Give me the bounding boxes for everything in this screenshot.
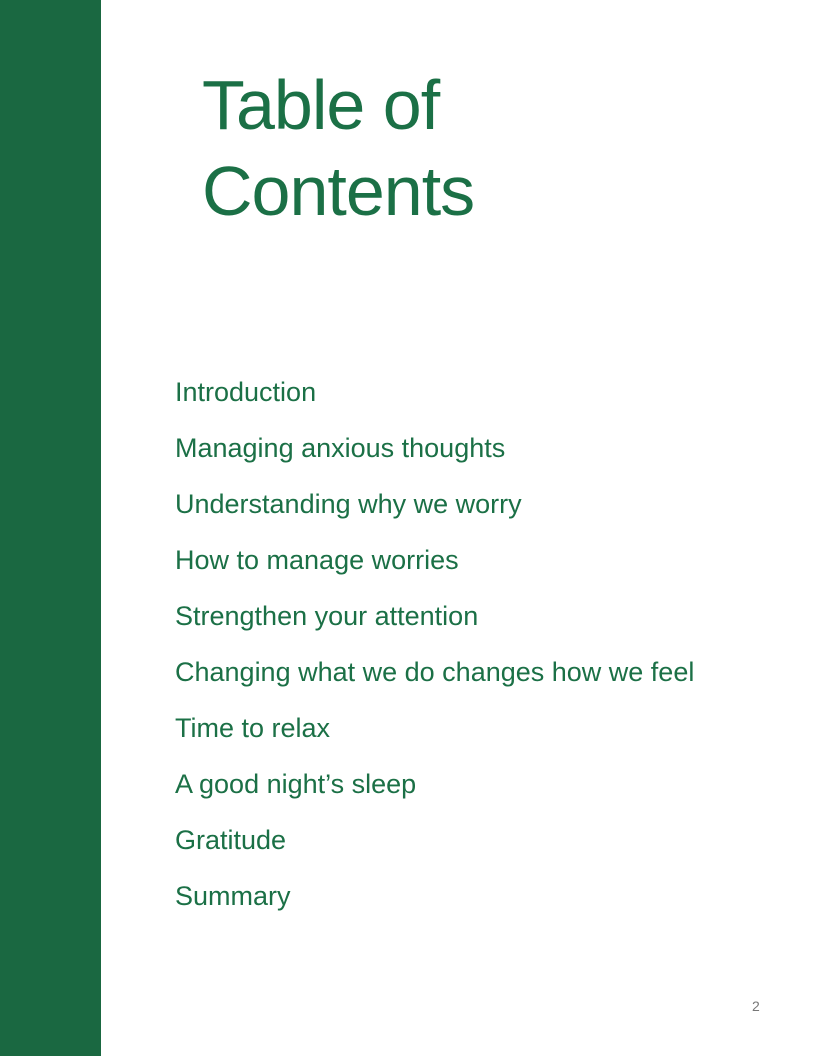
toc-item-changing-what-we-do[interactable]: Changing what we do changes how we feel: [175, 657, 695, 687]
toc-item-summary[interactable]: Summary: [175, 881, 291, 911]
side-accent-bar: [0, 0, 101, 1056]
page-title-line-1: Table of: [202, 66, 440, 144]
toc-item-strengthen-your-attention[interactable]: Strengthen your attention: [175, 601, 479, 631]
page-title: [202, 62, 474, 234]
toc-item-how-to-manage-worries[interactable]: How to manage worries: [175, 545, 459, 575]
page-title-line-2: Contents: [202, 152, 475, 230]
toc-item-good-nights-sleep[interactable]: A good night’s sleep: [175, 769, 417, 799]
toc-item-managing-anxious-thoughts[interactable]: Managing anxious thoughts: [175, 433, 506, 463]
toc-item-understanding-why-we-worry[interactable]: Understanding why we worry: [175, 489, 522, 519]
toc-item-gratitude[interactable]: Gratitude: [175, 825, 287, 855]
page-number: 2: [752, 998, 760, 1014]
toc-item-introduction[interactable]: Introduction: [175, 377, 317, 407]
table-of-contents: [175, 364, 694, 924]
toc-item-time-to-relax[interactable]: Time to relax: [175, 713, 331, 743]
